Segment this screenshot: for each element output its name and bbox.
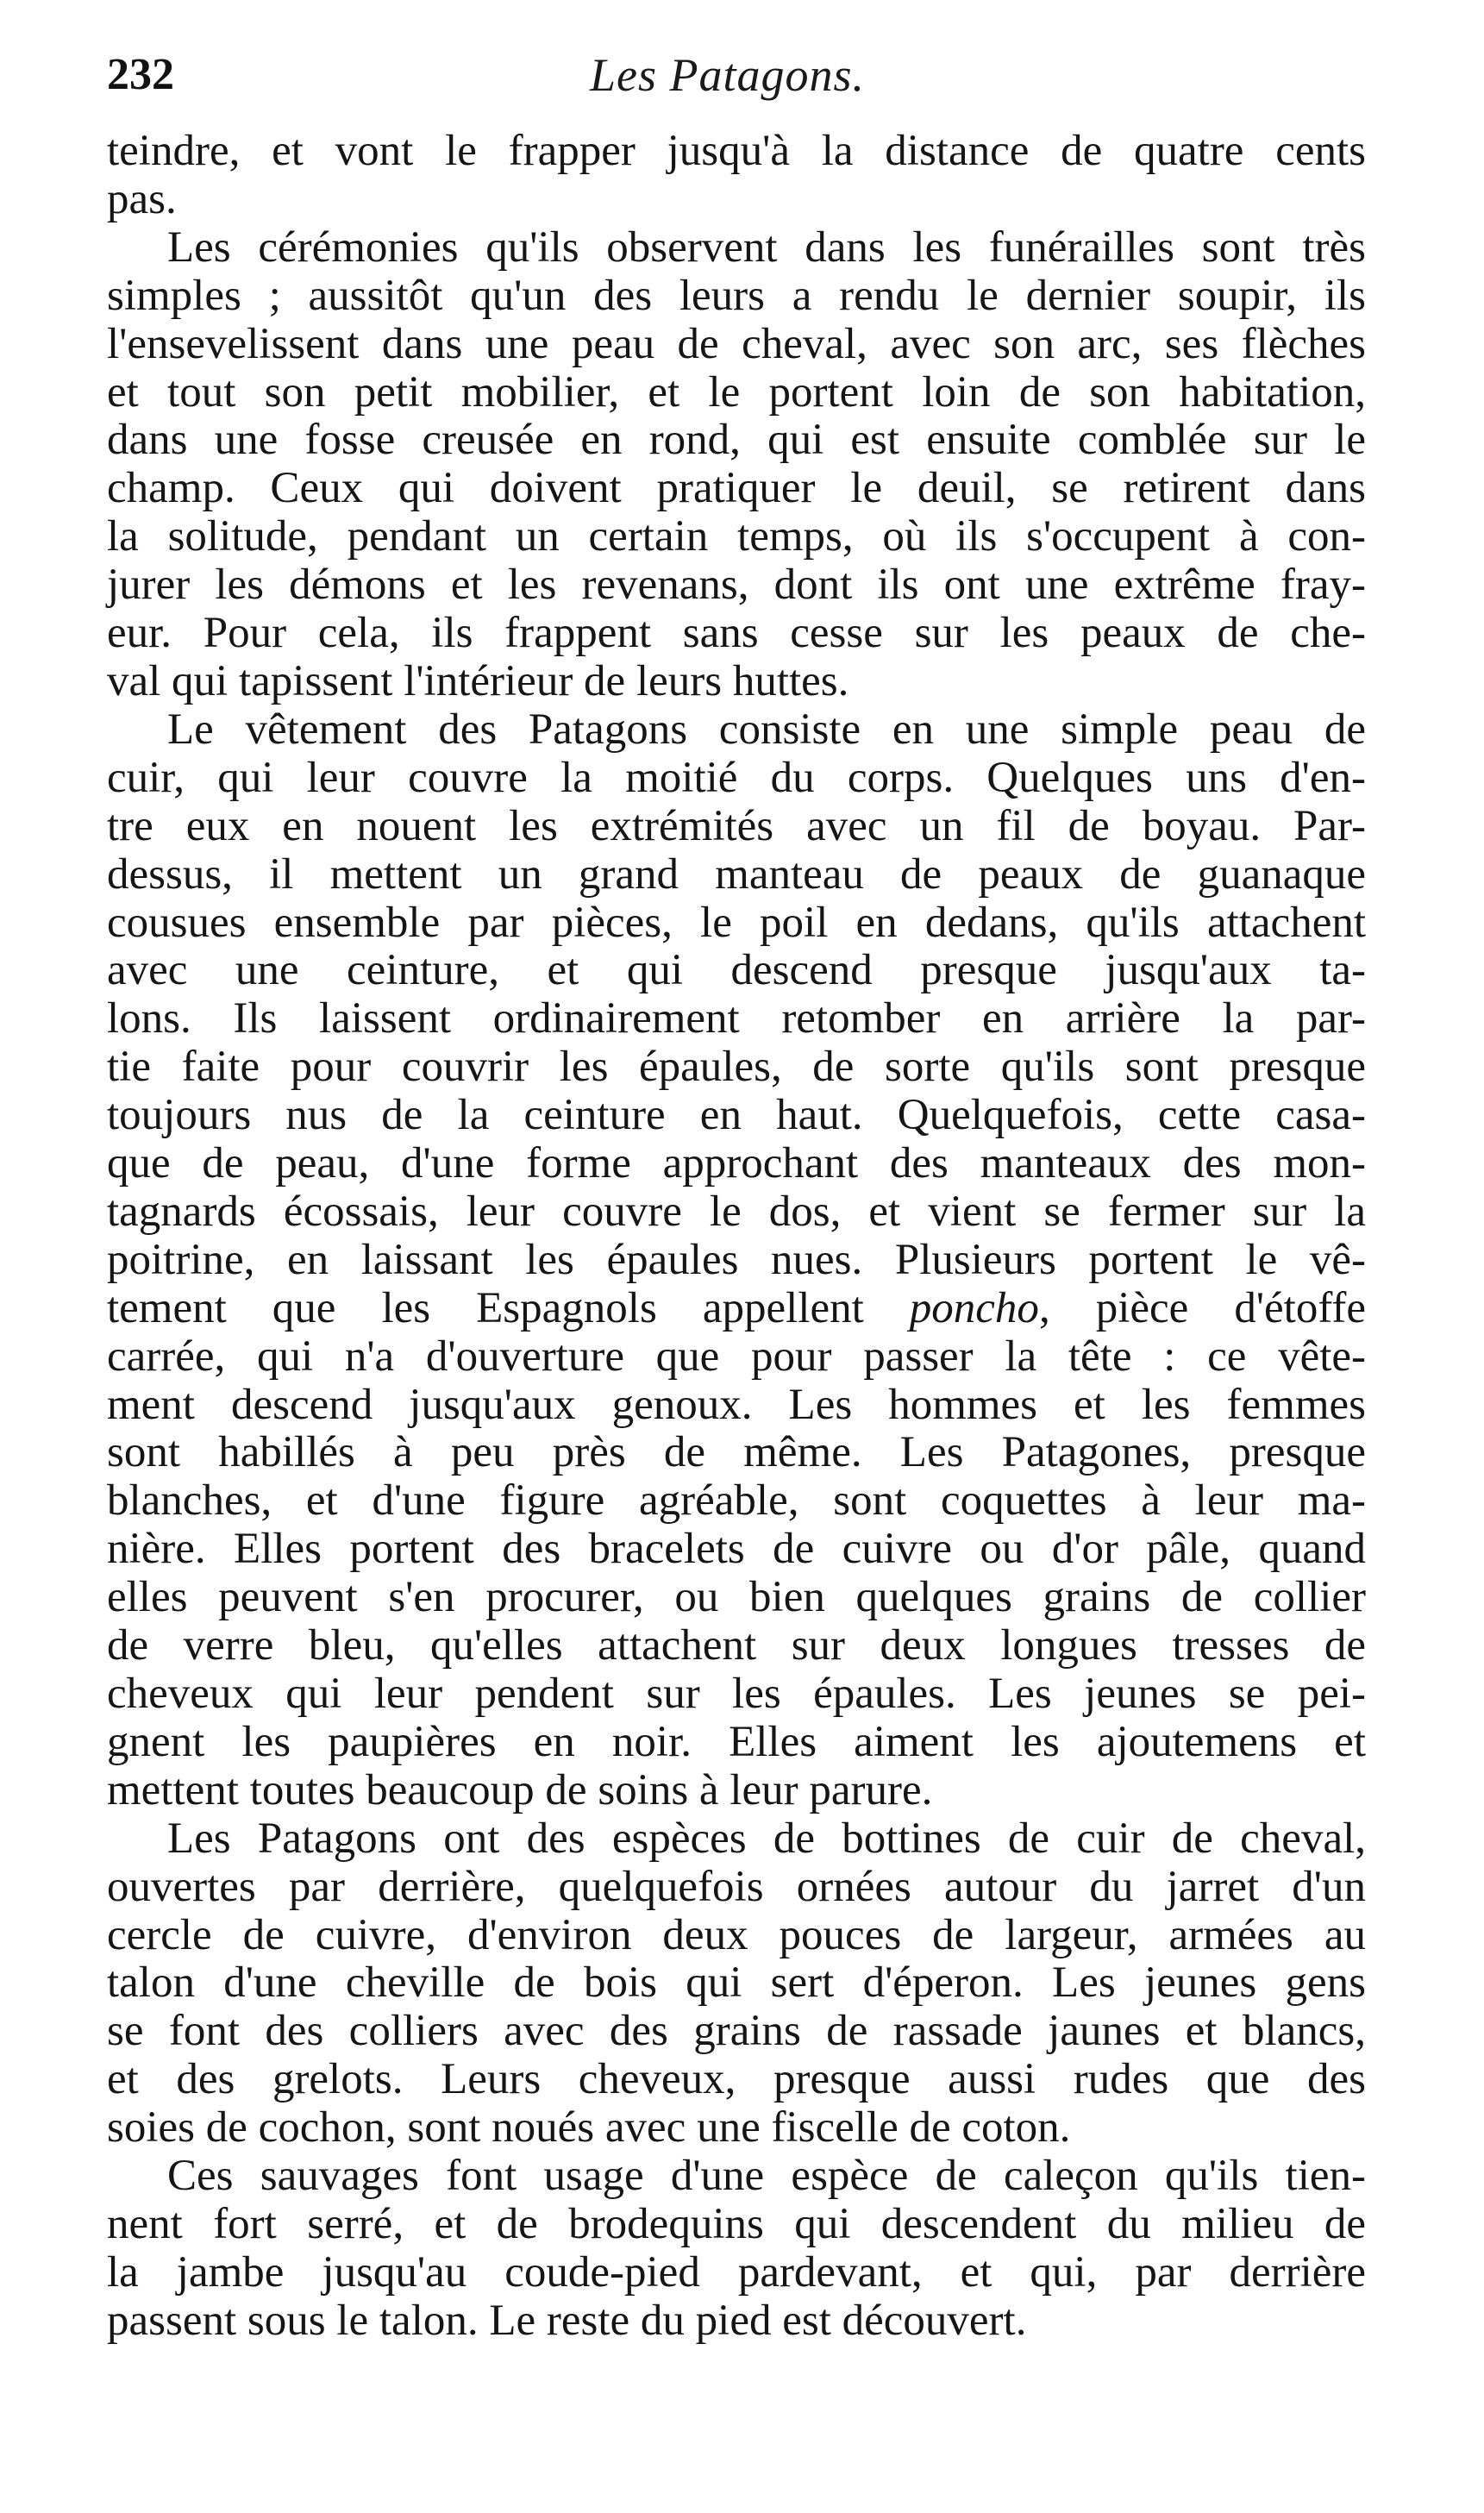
running-title: Les Patagons. (590, 49, 866, 101)
text-line: tie faite pour couvrir les épaules, de sorte qu'ils sont presque (107, 1043, 1366, 1092)
text-line: tement que les Espagnols appellent poncho, pièce d'étoffe (107, 1283, 1366, 1332)
text-line: ment descend jusqu'aux genoux. Les hommes et les femmes (107, 1380, 1366, 1429)
text-line: champ. Ceux qui doivent pratiquer le deuil, se retirent dans (107, 464, 1366, 513)
text-line: Le vêtement des Patagons consiste en une simple peau de (167, 705, 1366, 754)
text-line: val qui tapissent l'intérieur de leurs huttes. (107, 656, 849, 705)
text-line: dans une fosse creusée en rond, qui est ensuite comblée sur le (107, 416, 1366, 465)
text-line: pas. (107, 174, 177, 223)
paragraph (107, 706, 1366, 1815)
text-line: sont habillés à peu près de même. Les Patagones, presque (107, 1428, 1366, 1477)
text-line: cousues ensemble par pièces, le poil en dedans, qu'ils attachent (107, 898, 1366, 947)
text-line: soies de cochon, sont noués avec une fiscelle de coton. (107, 2103, 1071, 2153)
text-line: simples ; aussitôt qu'un des leurs a rendu le dernier soupir, ils (107, 271, 1366, 320)
text-line: nière. Elles portent des bracelets de cuivre ou d'or pâle, quand (107, 1525, 1366, 1574)
text-line: blanches, et d'une figure agréable, sont coquettes à leur ma- (107, 1476, 1366, 1526)
text-line: Les Patagons ont des espèces de bottines de cuir de cheval, (167, 1814, 1366, 1863)
paragraph (107, 224, 1366, 706)
text-line: Les cérémonies qu'ils observent dans les funérailles sont très (167, 222, 1366, 272)
text-line: poitrine, en laissant les épaules nues. Plusieurs portent le vê- (107, 1235, 1366, 1284)
text-line: passent sous le talon. Le reste du pied est découvert. (107, 2296, 1027, 2345)
text-line: l'ensevelissent dans une peau de cheval, avec son arc, ses flèches (107, 319, 1366, 368)
text-line: dessus, il mettent un grand manteau de peaux de guanaque (107, 849, 1366, 899)
text-line: cheveux qui leur pendent sur les épaules. Les jeunes se pei- (107, 1670, 1366, 1718)
body-text (107, 128, 1366, 2346)
text-line: talon d'une cheville de bois qui sert d'éperon. Les jeunes gens (107, 1958, 1366, 2008)
text-line: mettent toutes beaucoup de soins à leur parure. (107, 1765, 933, 1814)
text-line: et des grelots. Leurs cheveux, presque aussi rudes que des (107, 2055, 1366, 2104)
text-line: tre eux en nouent les extrémités avec un fil de boyau. Par- (107, 801, 1366, 850)
text-line: la solitude, pendant un certain temps, où ils s'occupent à con- (107, 512, 1366, 561)
text-line: carrée, qui n'a d'ouverture que pour passer la tête : ce vête- (107, 1332, 1366, 1381)
text-line: cercle de cuivre, d'environ deux pouces de largeur, armées au (107, 1910, 1366, 1959)
paragraph (107, 2153, 1366, 2346)
text-line: nent fort serré, et de brodequins qui descendent du milieu de (107, 2199, 1366, 2248)
paragraph (107, 128, 1366, 224)
page-number: 232 (107, 50, 174, 99)
text-line: ouvertes par derrière, quelquefois ornées autour du jarret d'un (107, 1862, 1366, 1911)
text-line: avec une ceinture, et qui descend presque jusqu'aux ta- (107, 946, 1366, 995)
text-line: de verre bleu, qu'elles attachent sur deux longues tresses de (107, 1621, 1366, 1670)
text-line: eur. Pour cela, ils frappent sans cesse sur les peaux de che- (107, 609, 1366, 658)
text-line: tagnards écossais, leur couvre le dos, et vient se fermer sur la (107, 1187, 1366, 1236)
paragraph (107, 1815, 1366, 2153)
text-line: cuir, qui leur couvre la moitié du corps. Quelques uns d'en- (107, 753, 1366, 802)
page-header (107, 45, 1366, 105)
text-line: gnent les paupières en noir. Elles aiment les ajoutemens et (107, 1717, 1366, 1766)
text-line: la jambe jusqu'au coude-pied pardevant, et qui, par derrière (107, 2247, 1366, 2297)
text-line: et tout son petit mobilier, et le portent loin de son habitation, (107, 367, 1366, 417)
text-line: Ces sauvages font usage d'une espèce de caleçon qu'ils tien- (167, 2152, 1366, 2201)
text-line: teindre, et vont le frapper jusqu'à la distance de quatre cents (107, 127, 1366, 175)
text-line: toujours nus de la ceinture en haut. Quelquefois, cette casa- (107, 1091, 1366, 1140)
text-line: jurer les démons et les revenans, dont ils ont une extrême fray- (107, 561, 1366, 610)
text-line: elles peuvent s'en procurer, ou bien quelques grains de collier (107, 1573, 1366, 1622)
text-line: se font des colliers avec des grains de rassade jaunes et blancs, (107, 2007, 1366, 2056)
text-line: que de peau, d'une forme approchant des manteaux des mon- (107, 1139, 1366, 1188)
text-line: lons. Ils laissent ordinairement retomber en arrière la par- (107, 994, 1366, 1043)
